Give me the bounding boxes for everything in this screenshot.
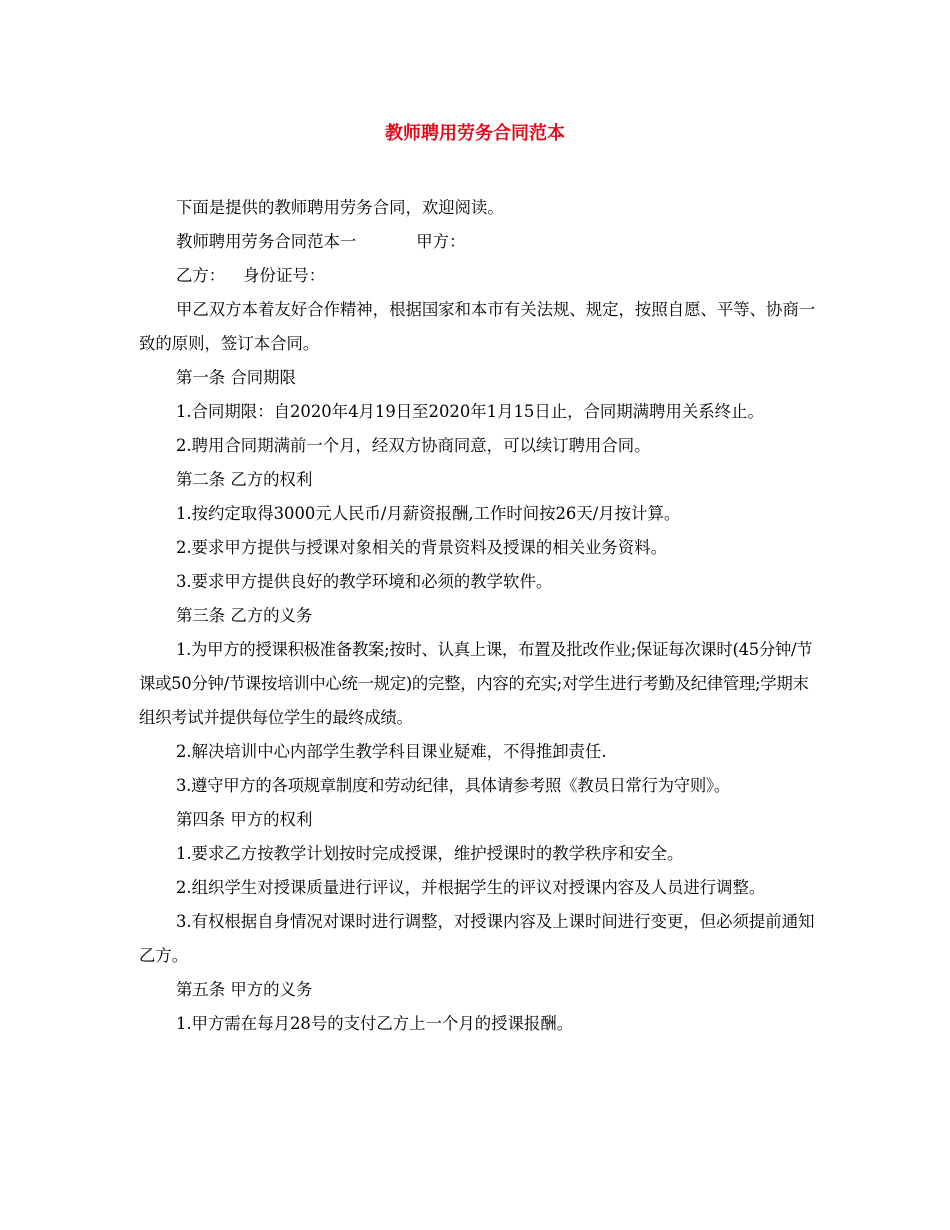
article-heading: 第一条 合同期限 — [176, 368, 296, 387]
clause-paragraph: 1.甲方需在每月28号的支付乙方上一个月的授课报酬。 — [176, 1014, 574, 1033]
clause-paragraph: 3.遵守甲方的各项规章制度和劳动纪律，具体请参考照《教员日常行为守则》。 — [176, 776, 730, 795]
document-body — [139, 191, 819, 1041]
clause-paragraph: 2.要求甲方提供与授课对象相关的背景资料及授课的相关业务资料。 — [176, 538, 667, 557]
article-heading: 第四条 甲方的权利 — [176, 810, 313, 829]
contract-heading-line — [139, 225, 819, 259]
clause-paragraph: 1.按约定取得3000元人民币/月薪资报酬,工作时间按26天/月按计算。 — [176, 504, 681, 523]
party-b-line — [139, 259, 819, 293]
party-b-label: 乙方： — [176, 266, 226, 285]
contract-subtitle: 教师聘用劳务合同范本一 — [176, 232, 357, 251]
document-title: 教师聘用劳务合同范本 — [385, 123, 565, 144]
id-number-label: 身份证号： — [243, 266, 326, 285]
preamble-paragraph: 甲乙双方本着友好合作精神，根据国家和本市有关法规、规定，按照自愿、平等、协商一致的原则，签订本合同。 — [139, 300, 816, 353]
intro-paragraph: 下面是提供的教师聘用劳务合同，欢迎阅读。 — [176, 198, 504, 217]
clause-paragraph: 3.有权根据自身情况对课时进行调整，对授课内容及上课时间进行变更，但必须提前通知乙方。 — [139, 912, 815, 965]
clause-paragraph: 1.要求乙方按教学计划按时完成授课，维护授课时的教学秩序和安全。 — [176, 844, 684, 863]
article-heading: 第五条 甲方的义务 — [176, 980, 313, 999]
party-a-label: 甲方： — [416, 232, 466, 251]
clause-paragraph: 2.组织学生对授课质量进行评议，并根据学生的评议对授课内容及人员进行调整。 — [176, 878, 766, 897]
clause-paragraph: 1.为甲方的授课积极准备教案;按时、认真上课，布置及批改作业;保证每次课时(45分钟/节课或50分钟/节课按培训中心统一规定)的完整，内容的充实;对学生进行考勤及纪律管理;学期末组织考试并提供每位学生的最终成绩。 — [139, 640, 813, 727]
article-heading: 第二条 乙方的权利 — [176, 470, 313, 489]
article-heading: 第三条 乙方的义务 — [176, 606, 313, 625]
clause-paragraph: 1.合同期限：自2020年4月19日至2020年1月15日止，合同期满聘用关系终止。 — [176, 402, 764, 421]
clause-paragraph: 3.要求甲方提供良好的教学环境和必须的教学软件。 — [176, 572, 553, 591]
clause-paragraph: 2.聘用合同期满前一个月，经双方协商同意，可以续订聘用合同。 — [176, 436, 651, 455]
clause-paragraph: 2.解决培训中心内部学生教学科目课业疑难，不得推卸责任. — [176, 742, 607, 761]
